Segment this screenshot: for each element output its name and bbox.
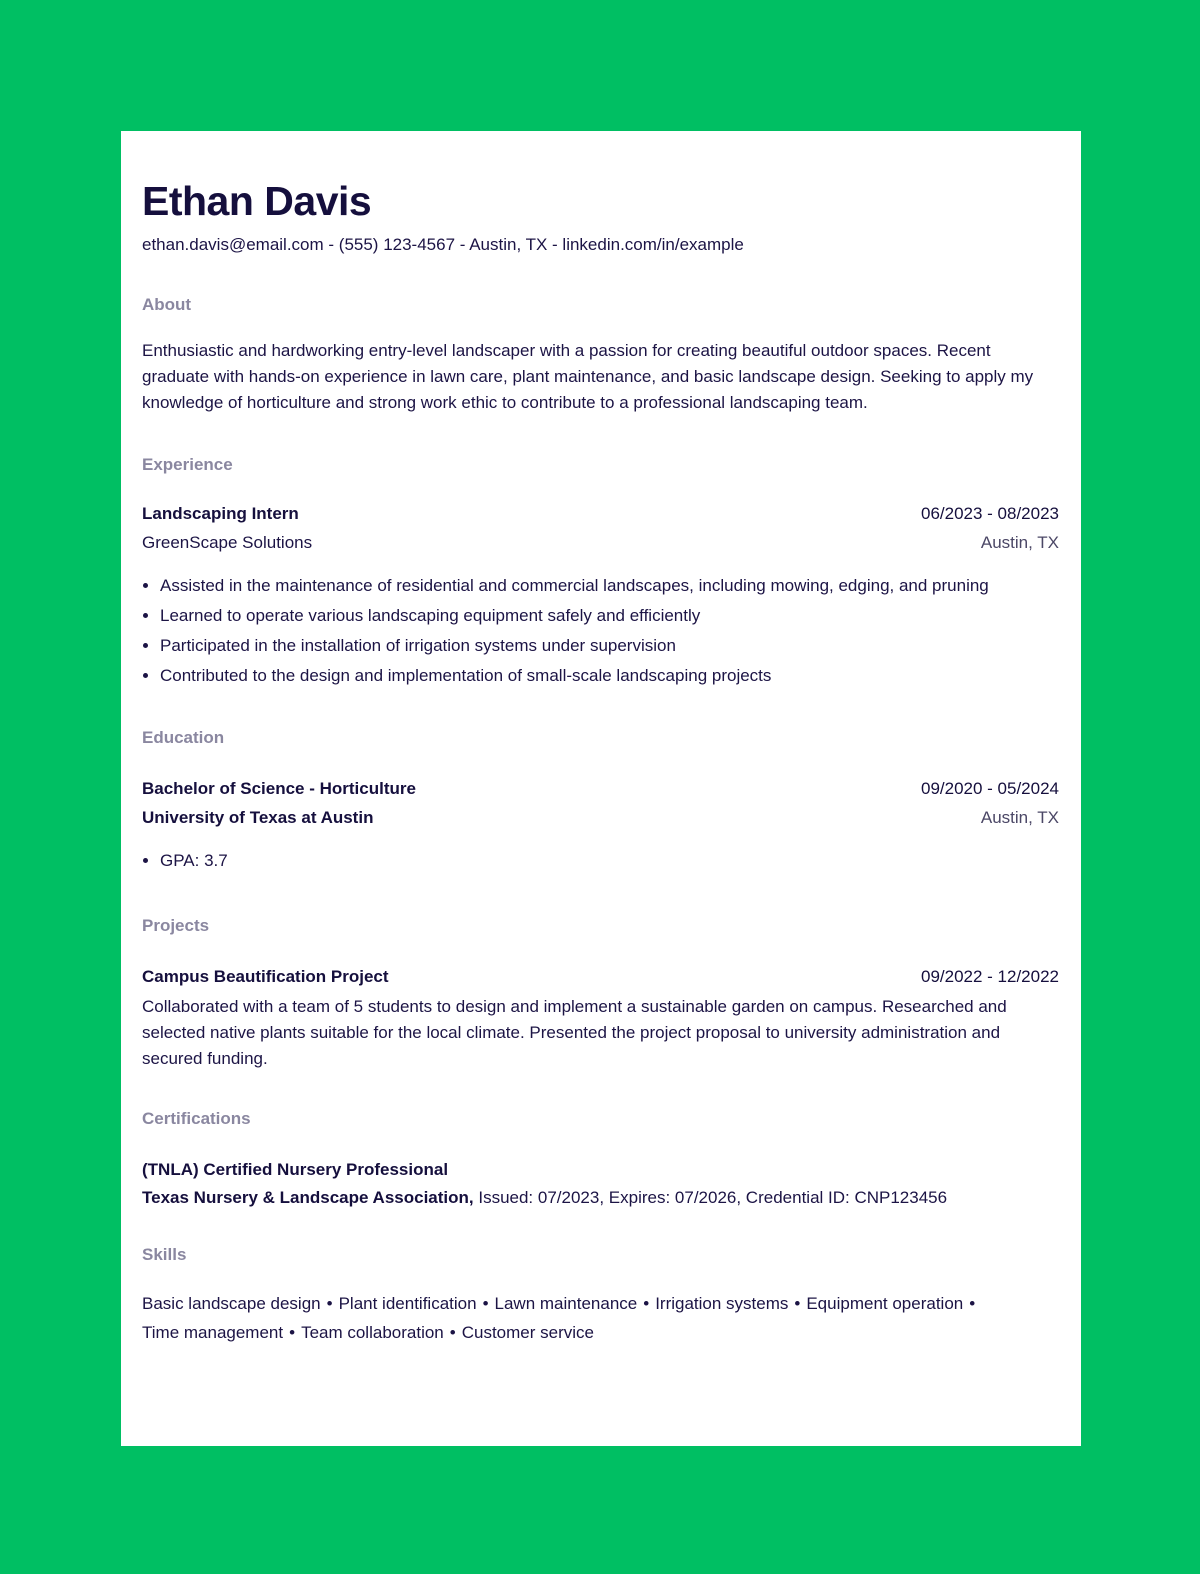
resume-page bbox=[121, 131, 1081, 1446]
experience-header-row bbox=[142, 503, 1059, 525]
candidate-name: Ethan Davis bbox=[142, 178, 372, 224]
education-bullets bbox=[142, 846, 1059, 876]
education-heading: Education bbox=[142, 728, 225, 747]
skills-list bbox=[142, 1289, 1059, 1347]
company-name: GreenScape Solutions bbox=[142, 533, 313, 552]
skill-item: Lawn maintenance bbox=[494, 1294, 638, 1313]
skill-item: Customer service bbox=[461, 1323, 594, 1342]
about-text: Enthusiastic and hardworking entry-level landscaper with a passion for creating beautiful outdoor spaces. Recent graduate with hands-on experience in lawn care, plant maintenance, and basic landscape design. Seeking to apply my knowledge of horticulture and strong work ethic to contribute to a professional landscaping team. bbox=[142, 341, 1034, 412]
list-item: • Participated in the installation of irrigation systems under supervision bbox=[160, 631, 1059, 661]
list-item: • Contributed to the design and implementation of small-scale landscaping projects bbox=[160, 661, 1059, 691]
experience-entry bbox=[142, 503, 1059, 691]
skill-item: Time management bbox=[142, 1323, 284, 1342]
project-entry bbox=[142, 966, 1059, 1072]
certification-info: Issued: 07/2023, Expires: 07/2026, Credential ID: CNP123456 bbox=[473, 1188, 948, 1207]
skill-separator: • bbox=[643, 1294, 650, 1313]
projects-heading: Projects bbox=[142, 916, 210, 935]
skill-separator: • bbox=[449, 1323, 456, 1342]
list-item: • Learned to operate various landscaping equipment safely and efficiently bbox=[160, 601, 1059, 631]
contact-line: ethan.davis@email.com - (555) 123-4567 - Austin, TX - linkedin.com/in/example bbox=[142, 235, 744, 254]
job-location: Austin, TX bbox=[980, 533, 1059, 552]
skills-heading: Skills bbox=[142, 1245, 187, 1264]
skill-item: Irrigation systems bbox=[655, 1294, 789, 1313]
job-title: Landscaping Intern bbox=[142, 504, 299, 523]
skill-item: Team collaboration bbox=[301, 1323, 444, 1342]
degree-title: Bachelor of Science - Horticulture bbox=[142, 779, 416, 798]
project-description: Collaborated with a team of 5 students to design and implement a sustainable garden on campus. Researched and selected native plants suitable for the local climate. Presented the project proposal to university administration and secured funding. bbox=[142, 997, 1007, 1068]
school-name: University of Texas at Austin bbox=[142, 808, 374, 827]
skill-separator: • bbox=[482, 1294, 489, 1313]
list-item: • GPA: 3.7 bbox=[160, 846, 1059, 876]
skill-item: Basic landscape design bbox=[142, 1294, 321, 1313]
certifications-heading: Certifications bbox=[142, 1109, 251, 1128]
skill-item: Equipment operation bbox=[806, 1294, 964, 1313]
certification-issuer: Texas Nursery & Landscape Association, bbox=[142, 1188, 474, 1207]
education-sub-row bbox=[142, 807, 1059, 829]
project-name: Campus Beautification Project bbox=[142, 967, 389, 986]
education-header-row bbox=[142, 778, 1059, 800]
skill-separator: • bbox=[969, 1294, 976, 1313]
certification-detail bbox=[142, 1187, 1059, 1209]
education-dates: 09/2020 - 05/2024 bbox=[920, 779, 1059, 798]
experience-sub-row bbox=[142, 532, 1059, 554]
education-entry bbox=[142, 778, 1059, 876]
experience-bullets bbox=[142, 571, 1059, 691]
job-dates: 06/2023 - 08/2023 bbox=[920, 504, 1059, 523]
skill-item: Plant identification bbox=[338, 1294, 477, 1313]
skill-separator: • bbox=[794, 1294, 801, 1313]
list-item: • Assisted in the maintenance of residential and commercial landscapes, including mowing, edging, and pruning bbox=[160, 571, 1059, 601]
experience-heading: Experience bbox=[142, 455, 233, 474]
project-header-row bbox=[142, 966, 1059, 988]
about-heading: About bbox=[142, 295, 192, 314]
project-dates: 09/2022 - 12/2022 bbox=[920, 967, 1059, 986]
skill-separator: • bbox=[326, 1294, 333, 1313]
skill-separator: • bbox=[289, 1323, 296, 1342]
certification-name: (TNLA) Certified Nursery Professional bbox=[142, 1160, 449, 1179]
school-location: Austin, TX bbox=[980, 808, 1059, 827]
